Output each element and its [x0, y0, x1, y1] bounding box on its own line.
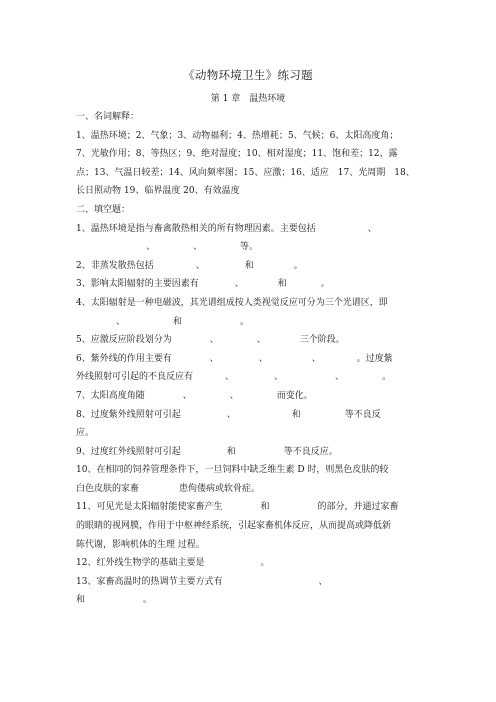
question-9: 9、过度红外线照射可引起 和 等不良反应。: [76, 446, 338, 457]
section-heading-fill-blank: 二、填空题：: [76, 204, 131, 215]
question-7: 7、太阳高度角随 、 、 而变化。: [76, 390, 313, 401]
question-10: 10、在相同的饲养管理条件下，一旦饲料中缺乏维生素 D 时，则黑色皮肤的较: [76, 465, 389, 476]
definitions-line: 7、光敏作用；8、等热区；9、绝对湿度；10、相对湿度；11、饱和差；12、露: [76, 149, 398, 160]
question-12: 12、红外线生物学的基础主要是 。: [76, 558, 270, 569]
question-1-cont: 、 、 等。: [146, 242, 259, 253]
question-11-cont: 陈代谢，影响机体的生理 过程。: [76, 539, 205, 550]
question-8-cont: 应。: [76, 428, 95, 439]
question-4: 4、太阳辐射是一种电磁波，其光谱组成按人类视觉反应可分为三个光谱区，即: [76, 297, 388, 308]
definitions-line: 点；13、气温日较差；14、风向频率图；15、应激；16、适应 17、光周期 18、: [76, 167, 415, 178]
question-2: 2、非蒸发散热包括 、 和 。: [76, 260, 303, 271]
question-6: 6、紫外线的作用主要有 、 、 、 。过度紫: [76, 353, 393, 364]
question-11: 11、可见光是太阳辐射能使家畜产生 和 的部分，并通过家畜: [76, 502, 399, 513]
question-8: 8、过度紫外线照射可引起 、 和 等不良反: [76, 409, 381, 420]
question-13: 13、家畜高温时的热调节主要方式有 、: [76, 576, 328, 587]
document-title: 《动物环境卫生》练习题: [183, 68, 313, 82]
question-11-cont: 的眼睛的视网膜，作用于中枢神经系统，引起家畜机体反应，从而提高或降低新: [76, 521, 392, 532]
question-1: 1、温热环境是指与畜禽散热相关的所有物理因素。主要包括 、: [76, 223, 377, 234]
question-4-cont: 、 和 。: [116, 316, 250, 327]
question-13-cont: 和 。: [76, 595, 153, 606]
definitions-line: 长日照动物 19、临界温度 20、有效温度: [76, 186, 240, 197]
section-heading-definitions: 一、名词解释：: [76, 112, 140, 122]
question-5: 5、应激反应阶段划分为 、 、 三个阶段。: [76, 335, 345, 346]
chapter-heading: 第 1 章 温热环境: [210, 94, 286, 104]
question-3: 3、影响太阳辐射的主要因素有 、 和 。: [76, 279, 330, 290]
definitions-line: 1、温热环境；2、气象；3、动物福利；4、热增耗；5、气候；6、太阳高度角；: [76, 130, 399, 141]
document-body: [76, 108, 426, 610]
question-6-cont: 外线照射可引起的不良反应有 、 、 、 。: [76, 372, 392, 383]
question-10-cont: 白色皮肤的家畜 患佝偻病或软骨症。: [76, 483, 261, 494]
